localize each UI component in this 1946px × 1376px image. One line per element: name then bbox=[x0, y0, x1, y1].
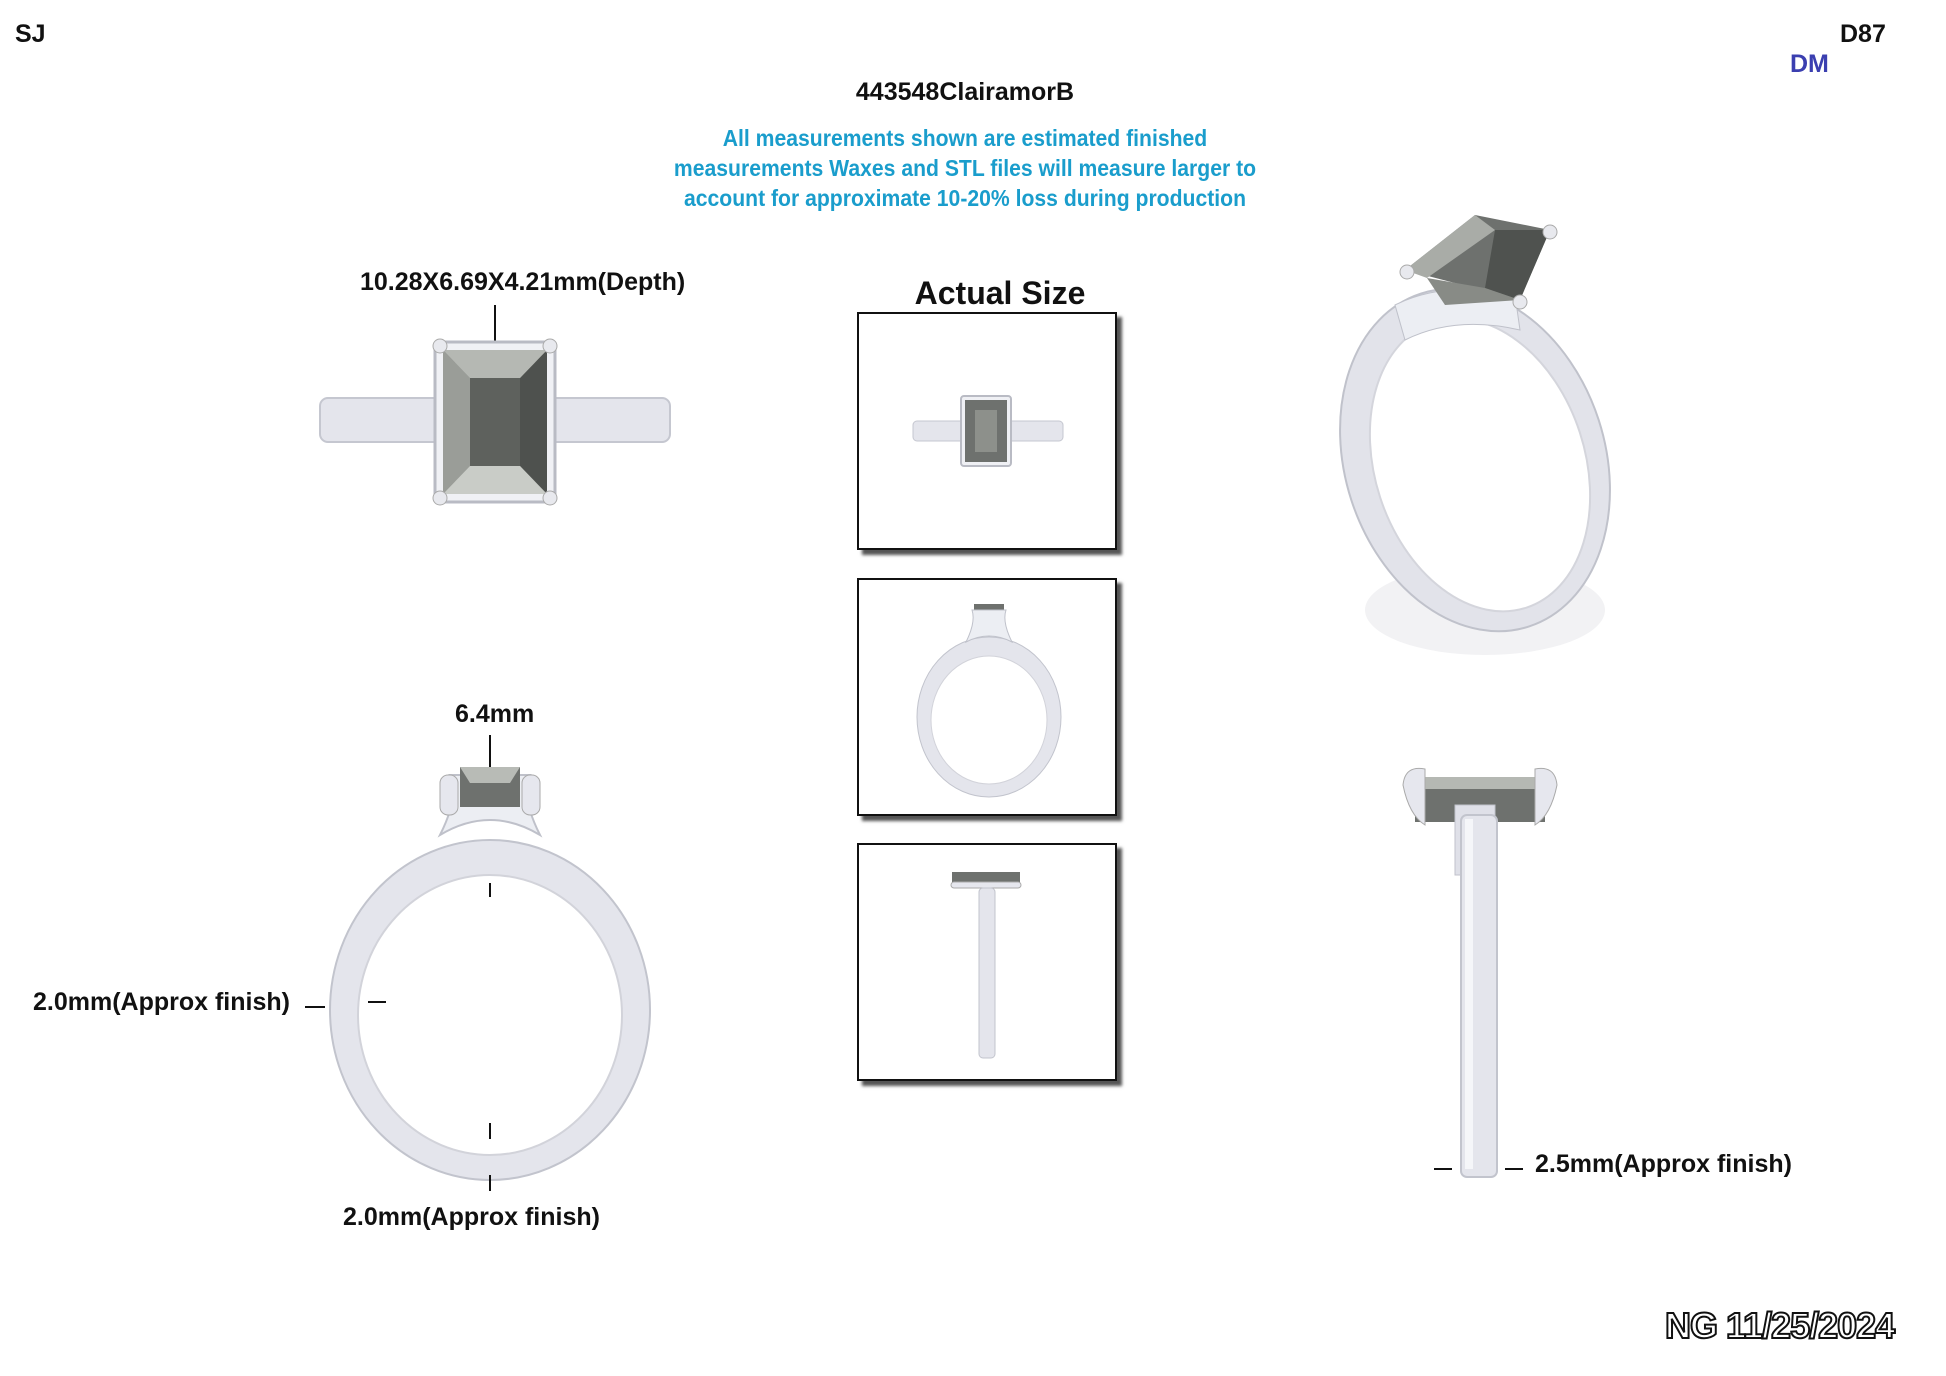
corner-code-right: D87 bbox=[1840, 20, 1886, 48]
band-side-tick bbox=[305, 1006, 325, 1008]
actual-size-front-ring bbox=[914, 602, 1064, 802]
band-width-tick-right bbox=[1505, 1168, 1523, 1170]
production-note-line-2: measurements Waxes and STL files will measure larger to bbox=[673, 155, 1257, 181]
band-width-label: 2.5mm(Approx finish) bbox=[1535, 1150, 1792, 1178]
production-note-line-3: account for approximate 10-20% loss during production bbox=[683, 185, 1247, 211]
actual-size-top-ring bbox=[909, 394, 1069, 474]
ring-front-view bbox=[320, 735, 660, 1205]
production-note-line-1: All measurements shown are estimated finished bbox=[722, 125, 1208, 151]
actual-size-side-ring bbox=[949, 870, 1029, 1070]
actual-size-front-box bbox=[857, 578, 1117, 816]
setting-width-label: 6.4mm bbox=[455, 700, 535, 728]
design-id-title: 443548ClairamorB bbox=[855, 78, 1075, 106]
corner-initials-right: DM bbox=[1790, 50, 1829, 78]
corner-label-left: SJ bbox=[15, 20, 46, 48]
band-side-thickness-label: 2.0mm(Approx finish) bbox=[33, 988, 290, 1016]
ring-top-view bbox=[315, 300, 675, 520]
band-width-tick-left bbox=[1434, 1168, 1452, 1170]
stone-size-label: 10.28X6.69X4.21mm(Depth) bbox=[360, 268, 686, 296]
band-bottom-thickness-label: 2.0mm(Approx finish) bbox=[343, 1203, 600, 1231]
production-note bbox=[592, 123, 1337, 213]
actual-size-top-box bbox=[857, 312, 1117, 550]
actual-size-heading: Actual Size bbox=[914, 275, 1086, 311]
actual-size-side-box bbox=[857, 843, 1117, 1081]
signoff-stamp: NG 11/25/2024 bbox=[1665, 1305, 1895, 1346]
ring-perspective-view bbox=[1335, 210, 1635, 680]
ring-side-view bbox=[1395, 765, 1575, 1185]
